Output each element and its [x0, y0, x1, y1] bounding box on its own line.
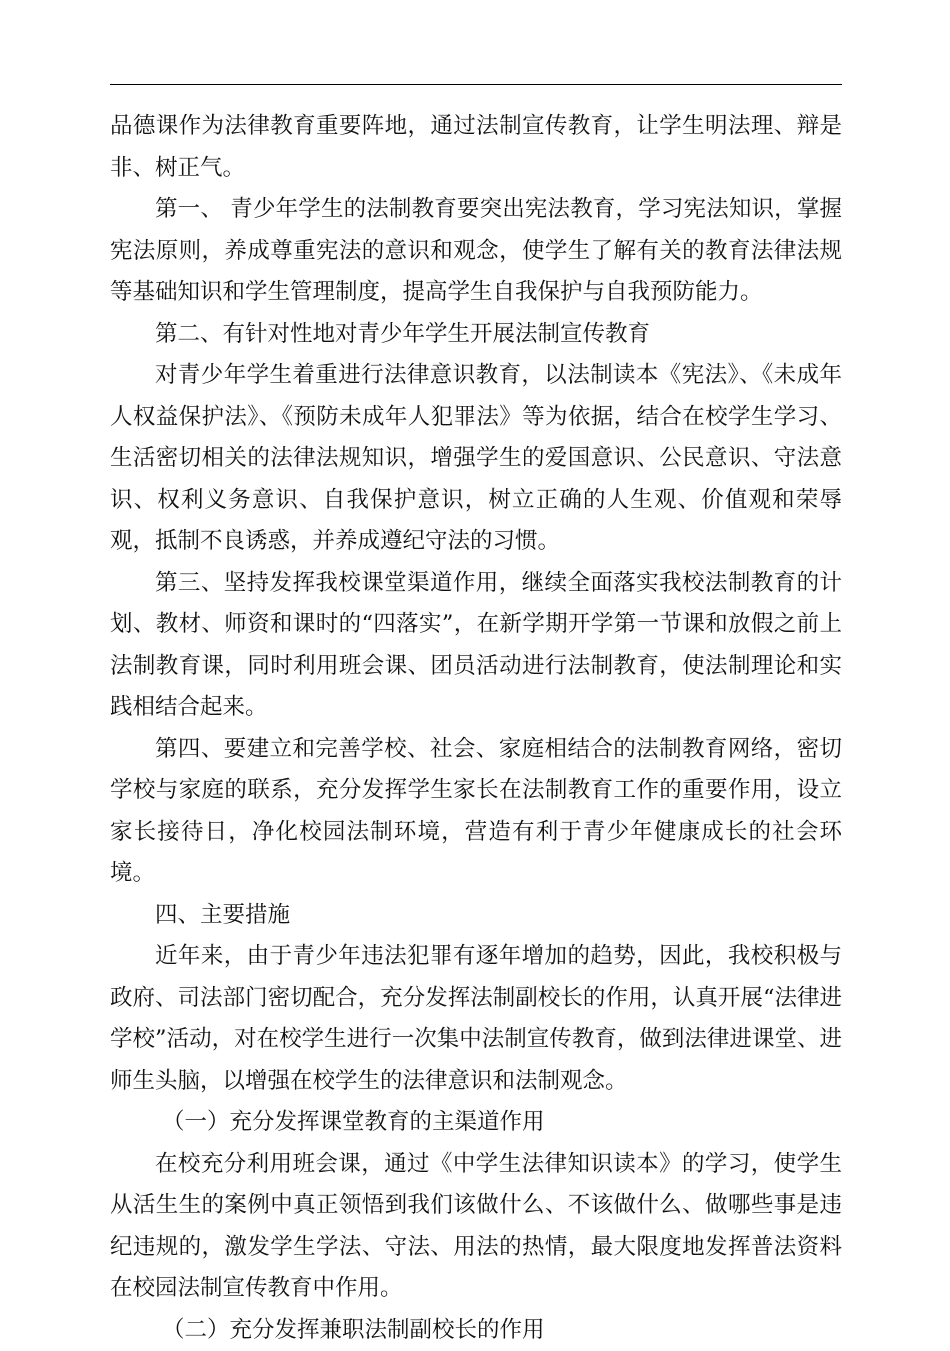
paragraph-class-meeting: 在校充分利用班会课，通过《中学生法律知识读本》的学习，使学生从活生生的案例中真正领悟到我们该做什么、不该做什么、做哪些事是违纪违规的，激发学生学法、守法、用法的热情，最大限度地发挥普法资料在校园法制宣传教育中作用。	[110, 1144, 842, 1310]
document-body	[110, 106, 842, 1351]
paragraph-continuation: 品德课作为法律教育重要阵地，通过法制宣传教育，让学生明法理、辩是非、树正气。	[110, 106, 842, 189]
subheading-vice-principal: （二）充分发挥兼职法制副校长的作用	[110, 1310, 842, 1351]
paragraph-fourth-point: 第四、要建立和完善学校、社会、家庭相结合的法制教育网络，密切学校与家庭的联系，充分发挥学生家长在法制教育工作的重要作用，设立家长接待日，净化校园法制环境，营造有利于青少年健康成长的社会环境。	[110, 729, 842, 895]
header-rule	[110, 84, 842, 85]
paragraph-third-point: 第三、坚持发挥我校课堂渠道作用，继续全面落实我校法制教育的计划、教材、师资和课时的“四落实”，在新学期开学第一节课和放假之前上法制教育课，同时利用班会课、团员活动进行法制教育，使法制理论和实践相结合起来。	[110, 563, 842, 729]
paragraph-recent-years: 近年来，由于青少年违法犯罪有逐年增加的趋势，因此，我校积极与政府、司法部门密切配合，充分发挥法制副校长的作用，认真开展“法律进学校”活动，对在校学生进行一次集中法制宣传教育，做到法律进课堂、进师生头脑，以增强在校学生的法律意识和法制观念。	[110, 936, 842, 1102]
paragraph-legal-awareness: 对青少年学生着重进行法律意识教育，以法制读本《宪法》、《未成年人权益保护法》、《预防未成年人犯罪法》等为依据，结合在校学生学习、生活密切相关的法律法规知识，增强学生的爱国意识、公民意识、守法意识、权利义务意识、自我保护意识，树立正确的人生观、价值观和荣辱观，抵制不良诱惑，并养成遵纪守法的习惯。	[110, 355, 842, 563]
section-heading-main-measures: 四、主要措施	[110, 895, 842, 937]
subheading-classroom-education: （一）充分发挥课堂教育的主渠道作用	[110, 1102, 842, 1144]
paragraph-second-point-heading: 第二、有针对性地对青少年学生开展法制宣传教育	[110, 314, 842, 356]
paragraph-first-point: 第一、 青少年学生的法制教育要突出宪法教育，学习宪法知识，掌握宪法原则，养成尊重宪法的意识和观念，使学生了解有关的教育法律法规等基础知识和学生管理制度，提高学生自我保护与自我预防能力。	[110, 189, 842, 314]
